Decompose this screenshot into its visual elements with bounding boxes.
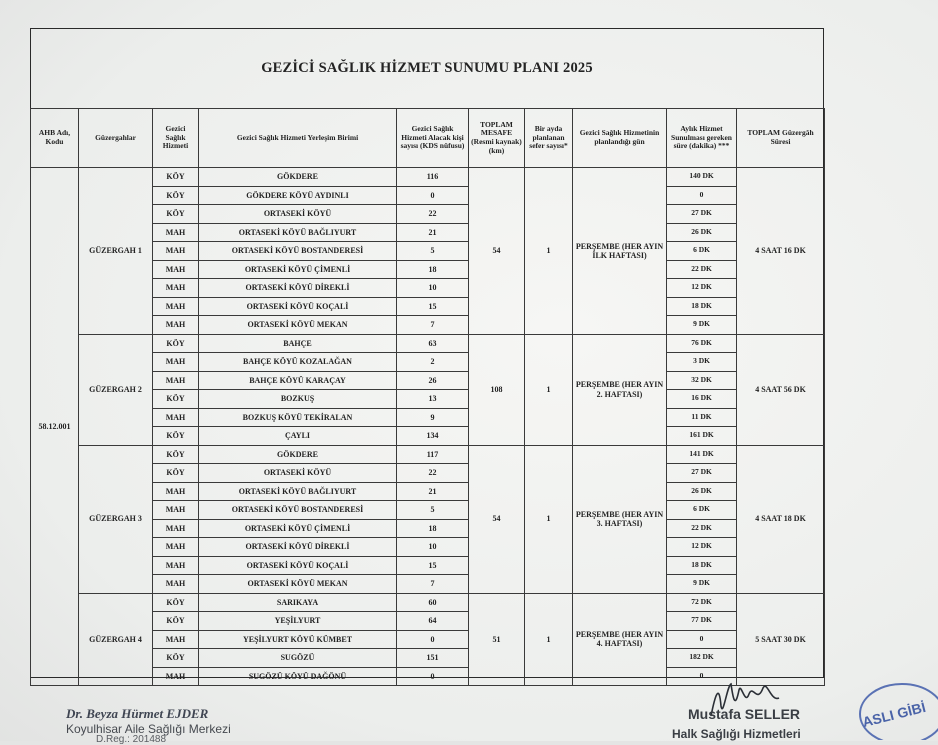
settlement-type-cell: KÖY [153, 168, 199, 187]
settlement-name-cell: ORTASEKİ KÖYÜ DİREKLİ [199, 279, 397, 298]
settlement-name-cell: YEŞİLYURT [199, 612, 397, 631]
header-kisi: Gezici Sağlık Hizmeti Alacak kişi sayısı (KDS nüfusu) [397, 109, 469, 168]
monthly-minutes-cell: 3 DK [667, 353, 737, 372]
settlement-type-cell: MAH [153, 408, 199, 427]
route-trips-cell: 1 [525, 593, 573, 686]
table-row [31, 593, 825, 612]
population-cell: 5 [397, 501, 469, 520]
route-trips-cell: 1 [525, 168, 573, 335]
settlement-name-cell: SUGÖZÜ KÖYÜ DAĞÖNÜ [199, 667, 397, 686]
settlement-type-cell: KÖY [153, 445, 199, 464]
route-day-cell: PERŞEMBE (HER AYIN İLK HAFTASI) [573, 168, 667, 335]
settlement-type-cell: KÖY [153, 464, 199, 483]
service-plan-table [30, 108, 825, 686]
settlement-name-cell: ORTASEKİ KÖYÜ ÇİMENLİ [199, 260, 397, 279]
route-trips-cell: 1 [525, 334, 573, 445]
settlement-name-cell: ÇAYLI [199, 427, 397, 446]
signature-left-name: Dr. Beyza Hürmet EJDER [66, 706, 209, 721]
route-day-cell: PERŞEMBE (HER AYIN 4. HAFTASI) [573, 593, 667, 686]
monthly-minutes-cell: 140 DK [667, 168, 737, 187]
settlement-type-cell: KÖY [153, 649, 199, 668]
settlement-type-cell: MAH [153, 630, 199, 649]
header-sefer: Bir ayda planlanan sefer sayısı* [525, 109, 573, 168]
monthly-minutes-cell: 0 [667, 630, 737, 649]
settlement-type-cell: MAH [153, 260, 199, 279]
monthly-minutes-cell: 18 DK [667, 556, 737, 575]
monthly-minutes-cell: 141 DK [667, 445, 737, 464]
population-cell: 10 [397, 538, 469, 557]
route-distance-cell: 51 [469, 593, 525, 686]
settlement-name-cell: GÖKDERE KÖYÜ AYDINLI [199, 186, 397, 205]
population-cell: 7 [397, 316, 469, 335]
route-name-cell: GÜZERGAH 2 [79, 334, 153, 445]
route-day-cell: PERŞEMBE (HER AYIN 3. HAFTASI) [573, 445, 667, 593]
settlement-name-cell: ORTASEKİ KÖYÜ MEKAN [199, 316, 397, 335]
population-cell: 117 [397, 445, 469, 464]
settlement-type-cell: MAH [153, 371, 199, 390]
settlement-name-cell: ORTASEKİ KÖYÜ BAĞLIYURT [199, 223, 397, 242]
route-distance-cell: 108 [469, 334, 525, 445]
settlement-name-cell: ORTASEKİ KÖYÜ BOSTANDERESİ [199, 242, 397, 261]
ahb-code-cell: 58.12.001 [31, 168, 79, 686]
signature-right-title: Halk Sağlığı Hizmetleri [672, 727, 801, 741]
population-cell: 7 [397, 575, 469, 594]
monthly-minutes-cell: 22 DK [667, 519, 737, 538]
route-day-cell: PERŞEMBE (HER AYIN 2. HAFTASI) [573, 334, 667, 445]
monthly-minutes-cell: 9 DK [667, 575, 737, 594]
settlement-type-cell: MAH [153, 316, 199, 335]
route-total-time-cell: 4 SAAT 18 DK [737, 445, 825, 593]
population-cell: 21 [397, 223, 469, 242]
population-cell: 18 [397, 260, 469, 279]
population-cell: 26 [397, 371, 469, 390]
settlement-type-cell: KÖY [153, 205, 199, 224]
settlement-name-cell: YEŞİLYURT KÖYÜ KÜMBET [199, 630, 397, 649]
settlement-type-cell: KÖY [153, 390, 199, 409]
population-cell: 60 [397, 593, 469, 612]
monthly-minutes-cell: 6 DK [667, 242, 737, 261]
monthly-minutes-cell: 18 DK [667, 297, 737, 316]
settlement-name-cell: BAHÇE [199, 334, 397, 353]
signature-left-title: Koyulhisar Aile Sağlığı Merkezi [66, 722, 231, 736]
monthly-minutes-cell: 11 DK [667, 408, 737, 427]
population-cell: 15 [397, 556, 469, 575]
table-header-row [31, 109, 825, 168]
population-cell: 9 [397, 408, 469, 427]
settlement-type-cell: MAH [153, 223, 199, 242]
population-cell: 15 [397, 297, 469, 316]
settlement-name-cell: ORTASEKİ KÖYÜ BOSTANDERESİ [199, 501, 397, 520]
monthly-minutes-cell: 76 DK [667, 334, 737, 353]
header-hizmet: Gezici Sağlık Hizmeti [153, 109, 199, 168]
population-cell: 64 [397, 612, 469, 631]
header-toplam: TOPLAM Güzergâh Süresi [737, 109, 825, 168]
route-distance-cell: 54 [469, 445, 525, 593]
route-name-cell: GÜZERGAH 4 [79, 593, 153, 686]
settlement-name-cell: ORTASEKİ KÖYÜ ÇİMENLİ [199, 519, 397, 538]
signature-left-code: D.Reg.: 201488 [96, 734, 167, 745]
monthly-minutes-cell: 161 DK [667, 427, 737, 446]
settlement-type-cell: MAH [153, 501, 199, 520]
monthly-minutes-cell: 77 DK [667, 612, 737, 631]
settlement-type-cell: MAH [153, 353, 199, 372]
route-total-time-cell: 5 SAAT 30 DK [737, 593, 825, 686]
population-cell: 22 [397, 464, 469, 483]
monthly-minutes-cell: 9 DK [667, 316, 737, 335]
table-row [31, 168, 825, 187]
route-total-time-cell: 4 SAAT 56 DK [737, 334, 825, 445]
settlement-name-cell: GÖKDERE [199, 168, 397, 187]
settlement-name-cell: ORTASEKİ KÖYÜ MEKAN [199, 575, 397, 594]
population-cell: 10 [397, 279, 469, 298]
settlement-name-cell: BAHÇE KÖYÜ KOZALAĞAN [199, 353, 397, 372]
route-name-cell: GÜZERGAH 3 [79, 445, 153, 593]
monthly-minutes-cell: 32 DK [667, 371, 737, 390]
settlement-type-cell: KÖY [153, 334, 199, 353]
document-title: GEZİCİ SAĞLIK HİZMET SUNUMU PLANI 2025 [261, 60, 593, 76]
settlement-type-cell: KÖY [153, 427, 199, 446]
population-cell: 0 [397, 186, 469, 205]
route-trips-cell: 1 [525, 445, 573, 593]
table-row [31, 334, 825, 353]
population-cell: 22 [397, 205, 469, 224]
settlement-type-cell: MAH [153, 482, 199, 501]
monthly-minutes-cell: 27 DK [667, 205, 737, 224]
monthly-minutes-cell: 26 DK [667, 223, 737, 242]
table-row [31, 445, 825, 464]
settlement-type-cell: MAH [153, 667, 199, 686]
signature-right-name: Mustafa SELLER [688, 706, 801, 722]
settlement-name-cell: BAHÇE KÖYÜ KARAÇAY [199, 371, 397, 390]
settlement-type-cell: MAH [153, 519, 199, 538]
population-cell: 21 [397, 482, 469, 501]
route-name-cell: GÜZERGAH 1 [79, 168, 153, 335]
population-cell: 18 [397, 519, 469, 538]
settlement-name-cell: ORTASEKİ KÖYÜ [199, 205, 397, 224]
population-cell: 0 [397, 667, 469, 686]
monthly-minutes-cell: 16 DK [667, 390, 737, 409]
monthly-minutes-cell: 26 DK [667, 482, 737, 501]
population-cell: 0 [397, 630, 469, 649]
settlement-name-cell: ORTASEKİ KÖYÜ KOÇALİ [199, 556, 397, 575]
settlement-name-cell: SARIKAYA [199, 593, 397, 612]
settlement-name-cell: SUGÖZÜ [199, 649, 397, 668]
monthly-minutes-cell: 27 DK [667, 464, 737, 483]
population-cell: 151 [397, 649, 469, 668]
header-gun: Gezici Sağlık Hizmetinin planlandığı gün [573, 109, 667, 168]
settlement-name-cell: BOZKUŞ [199, 390, 397, 409]
settlement-name-cell: ORTASEKİ KÖYÜ [199, 464, 397, 483]
header-birim: Gezici Sağlık Hizmeti Yerleşim Birimi [199, 109, 397, 168]
monthly-minutes-cell: 182 DK [667, 649, 737, 668]
monthly-minutes-cell: 72 DK [667, 593, 737, 612]
settlement-name-cell: GÖKDERE [199, 445, 397, 464]
route-distance-cell: 54 [469, 168, 525, 335]
settlement-type-cell: KÖY [153, 593, 199, 612]
header-ahb: AHB Adı, Kodu [31, 109, 79, 168]
monthly-minutes-cell: 0 [667, 667, 737, 686]
population-cell: 63 [397, 334, 469, 353]
population-cell: 5 [397, 242, 469, 261]
population-cell: 134 [397, 427, 469, 446]
settlement-type-cell: MAH [153, 297, 199, 316]
asli-gibi-stamp [852, 676, 938, 740]
header-guzergah: Güzergahlar [79, 109, 153, 168]
settlement-name-cell: ORTASEKİ KÖYÜ BAĞLIYURT [199, 482, 397, 501]
settlement-type-cell: KÖY [153, 186, 199, 205]
header-mesafe: TOPLAM MESAFE (Resmi kaynak) (km) [469, 109, 525, 168]
settlement-type-cell: MAH [153, 279, 199, 298]
monthly-minutes-cell: 22 DK [667, 260, 737, 279]
settlement-type-cell: MAH [153, 242, 199, 261]
settlement-type-cell: KÖY [153, 612, 199, 631]
route-total-time-cell: 4 SAAT 16 DK [737, 168, 825, 335]
monthly-minutes-cell: 12 DK [667, 538, 737, 557]
header-sure: Aylık Hizmet Sunulması gereken süre (dakika) *** [667, 109, 737, 168]
settlement-type-cell: MAH [153, 575, 199, 594]
monthly-minutes-cell: 12 DK [667, 279, 737, 298]
population-cell: 13 [397, 390, 469, 409]
svg-text:ASLI GİBİ: ASLI GİBİ [860, 698, 928, 731]
population-cell: 2 [397, 353, 469, 372]
settlement-type-cell: MAH [153, 538, 199, 557]
settlement-name-cell: BOZKUŞ KÖYÜ TEKİRALAN [199, 408, 397, 427]
population-cell: 116 [397, 168, 469, 187]
settlement-name-cell: ORTASEKİ KÖYÜ DİREKLİ [199, 538, 397, 557]
settlement-name-cell: ORTASEKİ KÖYÜ KOÇALİ [199, 297, 397, 316]
settlement-type-cell: MAH [153, 556, 199, 575]
monthly-minutes-cell: 6 DK [667, 501, 737, 520]
monthly-minutes-cell: 0 [667, 186, 737, 205]
